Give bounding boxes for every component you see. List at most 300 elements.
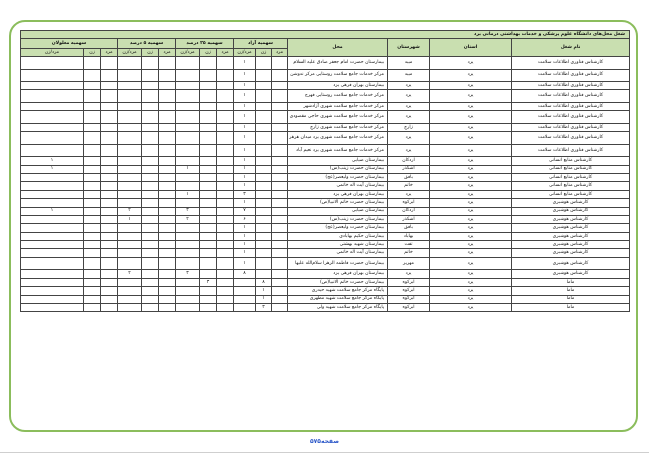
quota-cell [176,287,200,295]
quota-cell [101,182,118,190]
quota-cell [176,90,200,103]
table-row [21,173,630,181]
header-female: زن [142,49,159,57]
quota-cell [272,232,288,240]
quota-cell: ۱ [234,90,256,103]
quota-cell [142,232,159,240]
quota-cell [176,132,200,145]
quota-cell [272,199,288,207]
quota-cell [142,295,159,303]
quota-cell [159,132,176,145]
quota-cell [272,173,288,181]
quota-cell [200,241,217,249]
quota-cell: ۳ [200,278,217,286]
table-row [21,241,630,249]
quota-cell [21,144,84,157]
place-cell: بیمارستان بهران فرهی یزد [288,270,388,278]
place-cell: مرکز خدمات جامع سلامت شهری یزد میدان هرهر [288,132,388,145]
quota-cell [159,257,176,270]
quota-cell [217,190,234,198]
city-cell: یزد [388,111,430,124]
quota-cell: ۳ [176,270,200,278]
province-cell: یزد [430,90,512,103]
quota-cell [118,102,142,110]
quota-cell [101,123,118,131]
header-male: مرد [159,49,176,57]
city-cell: اردکان [388,207,430,215]
quota-cell [234,287,256,295]
place-cell: مرکز خدمات جامع سلامت شهری حاجی مقصودی [288,111,388,124]
quota-cell [256,102,272,110]
quota-cell [84,215,101,223]
job-cell: ماما [512,287,630,295]
table-row [21,295,630,303]
header-either: مرد/زن [118,49,142,57]
quota-cell: ۱ [176,165,200,173]
quota-cell: ۱ [234,182,256,190]
quota-cell [159,241,176,249]
quota-cell [101,215,118,223]
header-female: زن [84,49,101,57]
header-female: زن [256,49,272,57]
quota-cell [159,215,176,223]
place-cell: بیمارستان حضرت ولیعصر(عج) [288,173,388,181]
quota-cell [272,82,288,90]
province-cell: یزد [430,123,512,131]
quota-cell [101,132,118,145]
quota-cell [200,69,217,82]
quota-cell [118,69,142,82]
place-cell: بیمارستان بهران فرهی یزد [288,82,388,90]
province-cell: یزد [430,295,512,303]
quota-cell [272,257,288,270]
quota-cell [256,157,272,165]
quota-cell [217,57,234,70]
table-row [21,257,630,270]
quota-cell [142,278,159,286]
quota-cell [200,173,217,181]
quota-cell [159,190,176,198]
quota-cell [142,165,159,173]
table-row [21,224,630,232]
quota-cell [176,82,200,90]
quota-cell [21,249,84,257]
quota-cell [176,57,200,70]
quota-cell [272,90,288,103]
job-cell: کارشناس منابع انسانی [512,173,630,181]
quota-cell [256,173,272,181]
quota-cell [21,123,84,131]
quota-cell: ۳ [176,207,200,215]
quota-cell [159,102,176,110]
table-title: شغل محل‌های دانشگاه علوم پزشکی و خدمات بهداشتی درمانی یزد [21,31,630,39]
job-cell: کارشناس هوشبری [512,232,630,240]
quota-cell [200,157,217,165]
city-cell: مهریز [388,257,430,270]
quota-cell [272,111,288,124]
quota-cell [21,57,84,70]
quota-cell [101,224,118,232]
city-cell: یزد [388,132,430,145]
table-row [21,232,630,240]
quota-cell: ۱ [234,57,256,70]
quota-cell [217,270,234,278]
city-cell: اشکذر [388,165,430,173]
place-cell: بیمارستان حضرت زینب(س) [288,165,388,173]
table-row [21,182,630,190]
quota-cell [256,90,272,103]
quota-cell [217,207,234,215]
quota-cell: ۱ [234,111,256,124]
quota-cell [200,123,217,131]
quota-cell [84,241,101,249]
place-cell: پایگاه مرکز جامع سلامت شهید ولی [288,303,388,311]
quota-cell: ۱ [234,144,256,157]
quota-cell [159,224,176,232]
quota-cell [159,173,176,181]
quota-cell: ۳ [234,190,256,198]
job-cell: کارشناس هوشبری [512,215,630,223]
quota-cell [217,257,234,270]
quota-cell [142,182,159,190]
city-cell: خاتم [388,182,430,190]
job-cell: کارشناس هوشبری [512,199,630,207]
quota-cell [159,199,176,207]
quota-cell [142,241,159,249]
place-cell: بیمارستان حضرت ولیعصر(عج) [288,224,388,232]
quota-cell [272,144,288,157]
quota-cell [159,207,176,215]
job-cell: کارشناس منابع انسانی [512,190,630,198]
place-cell: بیمارستان حضرت زینب(س) [288,215,388,223]
place-cell: بیمارستان آیت اله خاتمی [288,249,388,257]
quota-cell [176,278,200,286]
place-cell: مرکز خدمات جامع سلامت شهری یزد نعیم آباد [288,144,388,157]
quota-cell [176,224,200,232]
quota-cell [84,199,101,207]
quota-cell [84,102,101,110]
province-cell: یزد [430,173,512,181]
quota-cell [84,287,101,295]
quota-cell [118,82,142,90]
job-cell: کارشناس منابع انسانی [512,157,630,165]
province-cell: یزد [430,82,512,90]
quota-cell [84,157,101,165]
quota-cell [142,224,159,232]
quota-cell [118,165,142,173]
quota-cell [217,132,234,145]
quota-cell: ۱ [234,69,256,82]
quota-cell [159,82,176,90]
quota-cell [142,82,159,90]
quota-cell [159,249,176,257]
header-male: مرد [101,49,118,57]
quota-cell [101,232,118,240]
quota-cell [256,232,272,240]
city-cell: میبد [388,69,430,82]
quota-cell: ۱ [21,157,84,165]
quota-cell [101,57,118,70]
quota-cell [101,157,118,165]
quota-cell [200,111,217,124]
quota-cell [217,123,234,131]
job-cell: ماما [512,278,630,286]
quota-cell [84,190,101,198]
city-cell: ابرکوه [388,287,430,295]
quota-cell: ۱ [256,295,272,303]
header-quota-25: سهمیه ۲۵ درصد [176,39,234,49]
quota-cell [118,303,142,311]
quota-cell [101,144,118,157]
quota-cell [84,165,101,173]
quota-cell [84,82,101,90]
quota-cell [142,111,159,124]
quota-cell [256,123,272,131]
quota-cell [200,287,217,295]
quota-cell [101,165,118,173]
quota-cell [176,69,200,82]
quota-cell [256,190,272,198]
job-cell: کارشناس هوشبری [512,224,630,232]
quota-cell [118,144,142,157]
quota-cell [159,144,176,157]
quota-cell [256,165,272,173]
province-cell: یزد [430,224,512,232]
quota-cell [200,190,217,198]
quota-cell [176,241,200,249]
quota-cell [21,132,84,145]
quota-cell [200,182,217,190]
quota-cell: ۱ [234,165,256,173]
quota-cell [176,123,200,131]
quota-cell [84,278,101,286]
place-cell: بیمارستان شهید بهشتی [288,241,388,249]
quota-cell [142,190,159,198]
quota-cell [142,303,159,311]
place-cell: بیمارستان ضیایی [288,157,388,165]
quota-cell [272,241,288,249]
province-cell: یزد [430,199,512,207]
quota-cell [200,144,217,157]
quota-cell: ۲ [118,207,142,215]
quota-cell [256,199,272,207]
city-cell: زارچ [388,123,430,131]
province-cell: یزد [430,165,512,173]
quota-cell [21,241,84,249]
quota-cell [118,157,142,165]
job-cell: کارشناس فناوری اطلاعات سلامت [512,111,630,124]
city-cell: اشکذر [388,215,430,223]
quota-cell [118,295,142,303]
quota-cell [200,232,217,240]
quota-cell [101,270,118,278]
province-cell: یزد [430,144,512,157]
quota-cell [217,287,234,295]
quota-cell [217,232,234,240]
quota-cell [118,232,142,240]
quota-cell [159,278,176,286]
place-cell: بیمارستان حکیم بهابادی [288,232,388,240]
quota-cell: ۱ [234,249,256,257]
quota-cell [272,207,288,215]
quota-cell [21,215,84,223]
header-job: نام شغل [512,39,630,57]
quota-cell [159,90,176,103]
quota-cell [176,199,200,207]
job-cell: کارشناس فناوری اطلاعات سلامت [512,90,630,103]
quota-cell: ۱ [234,157,256,165]
table-row [21,123,630,131]
quota-cell [101,278,118,286]
quota-cell: ۱ [118,215,142,223]
quota-cell [84,123,101,131]
quota-cell [142,102,159,110]
quota-cell [159,157,176,165]
place-cell: بیمارستان حضرت خاتم الانبیا(ص) [288,278,388,286]
city-cell: یزد [388,102,430,110]
header-place: محل [288,39,388,57]
quota-cell [217,295,234,303]
quota-cell [21,199,84,207]
quota-cell [272,249,288,257]
table-row [21,270,630,278]
quota-cell [118,241,142,249]
quota-cell [118,190,142,198]
header-either: مرد/زن [176,49,200,57]
quota-cell [200,82,217,90]
quota-cell: ۷ [234,207,256,215]
quota-cell [159,303,176,311]
quota-cell [217,224,234,232]
quota-cell [118,199,142,207]
quota-cell [101,82,118,90]
quota-cell [200,165,217,173]
quota-cell [256,111,272,124]
quota-cell [159,111,176,124]
table-row [21,102,630,110]
city-cell: بافق [388,224,430,232]
quota-cell [118,123,142,131]
quota-cell [200,215,217,223]
header-province: استان [430,39,512,57]
quota-cell [272,102,288,110]
quota-cell [142,144,159,157]
quota-cell [21,257,84,270]
quota-cell [84,224,101,232]
province-cell: یزد [430,132,512,145]
quota-cell: ۱ [256,287,272,295]
place-cell: مرکز خدمات جامع سلامت روستایی مرکز ندوشن [288,69,388,82]
quota-cell [272,295,288,303]
header-quota-free: سهمیه آزاد [234,39,288,49]
quota-cell: ۱ [234,257,256,270]
job-cell: کارشناس منابع انسانی [512,182,630,190]
quota-cell [176,182,200,190]
header-male: مرد [217,49,234,57]
quota-cell [142,207,159,215]
quota-cell [21,111,84,124]
quota-cell: ۱ [21,165,84,173]
quota-cell [272,190,288,198]
quota-cell [272,287,288,295]
quota-cell [217,199,234,207]
quota-cell [217,182,234,190]
quota-cell [217,303,234,311]
quota-cell [217,249,234,257]
quota-cell [217,69,234,82]
province-cell: یزد [430,57,512,70]
quota-cell [176,173,200,181]
quota-cell: ۱ [234,173,256,181]
quota-cell [200,207,217,215]
province-cell: یزد [430,278,512,286]
quota-cell [21,90,84,103]
quota-cell: ۱ [234,102,256,110]
quota-cell [21,182,84,190]
header-male: مرد [272,49,288,57]
place-cell: پایگاه مرکز جامع سلامت شهید مطهری [288,295,388,303]
table-row [21,215,630,223]
place-cell: مرکز خدمات جامع سلامت شهری آزادشهر [288,102,388,110]
table-row [21,278,630,286]
quota-cell [118,173,142,181]
quota-cell [200,102,217,110]
table-row [21,287,630,295]
quota-cell [272,215,288,223]
table-row [21,190,630,198]
quota-cell: ۱ [234,224,256,232]
quota-cell [84,257,101,270]
quota-cell [21,287,84,295]
quota-cell [101,102,118,110]
city-cell: یزد [388,90,430,103]
quota-cell [200,257,217,270]
quota-cell [142,199,159,207]
table-row [21,303,630,311]
quota-cell [118,132,142,145]
job-cell: کارشناس منابع انسانی [512,165,630,173]
table-row [21,82,630,90]
header-female: زن [200,49,217,57]
quota-cell [159,295,176,303]
quota-cell [84,90,101,103]
quota-cell: ۳ [256,303,272,311]
quota-cell [142,173,159,181]
quota-cell [84,111,101,124]
quota-cell [101,90,118,103]
quota-cell [200,249,217,257]
quota-cell [21,173,84,181]
quota-cell [217,111,234,124]
quota-cell [200,295,217,303]
quota-cell [84,270,101,278]
quota-cell [256,224,272,232]
province-cell: یزد [430,69,512,82]
job-cell: کارشناس فناوری اطلاعات سلامت [512,144,630,157]
quota-cell [118,182,142,190]
table-row [21,157,630,165]
quota-cell [176,257,200,270]
quota-cell: ۱ [176,190,200,198]
quota-cell [21,190,84,198]
quota-cell [118,287,142,295]
quota-cell: ۱ [234,132,256,145]
quota-cell [21,82,84,90]
quota-cell [142,270,159,278]
quota-cell [234,295,256,303]
job-cell: کارشناس هوشبری [512,207,630,215]
quota-cell [118,278,142,286]
